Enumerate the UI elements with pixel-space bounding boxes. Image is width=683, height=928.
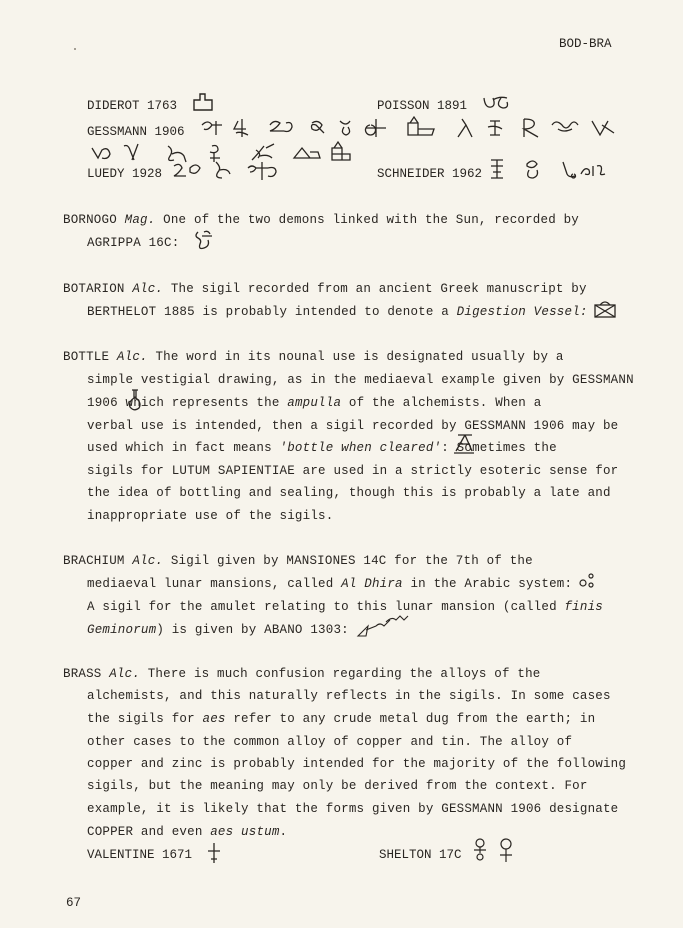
entry-brass-line-4 <box>87 734 572 750</box>
entry-bottle-line-2 <box>87 372 634 388</box>
bottle-headword: BOTTLE <box>63 350 110 364</box>
brass-text-4a: other cases to the common alloy of copper and tin. <box>87 735 473 749</box>
source-diderot: DIDEROT 1763 <box>87 99 178 113</box>
bornogo-headword: BORNOGO <box>63 213 117 227</box>
brachium-text-3a: A sigil for the amulet relating to this lunar mansion (called <box>87 600 565 614</box>
speck-mark <box>74 48 76 50</box>
botarion-text-1: The sigil recorded from an ancient Greek manuscript by <box>170 282 587 296</box>
bottle-text-3b: which represents the <box>125 396 288 410</box>
source-luedy: LUEDY 1928 <box>87 167 163 181</box>
source-gessmann: GESSMANN 1906 <box>87 125 185 139</box>
bottle-text-6: sigils for LUTUM SAPIENTIAE are used in a strictly esoteric sense for <box>87 464 619 478</box>
diderot-sigil <box>192 92 214 112</box>
entry-bornogo-line-2 <box>87 235 179 251</box>
bottle-text-5b: 'bottle when cleared' <box>279 441 442 455</box>
brass-text-8b: aes ustum <box>210 825 280 839</box>
entry-brass-line-2 <box>87 688 611 704</box>
botarion-text-2b: Digestion Vessel: <box>456 305 588 319</box>
entry-brass-line-8 <box>87 824 287 840</box>
botarion-headword: BOTARION <box>63 282 125 296</box>
bottle-text-5d: Sometimes the <box>456 441 557 455</box>
bornogo-tag: Mag. <box>124 213 156 227</box>
brass-text-1: There is much confusion regarding the alloys of the <box>147 667 541 681</box>
bottle-text-8: inappropriate use of the sigils. <box>87 509 334 523</box>
brass-headword: BRASS <box>63 667 102 681</box>
brass-text-2a: alchemists, and this naturally reflects in the sigils. <box>87 689 503 703</box>
brass-text-3c: refer to any crude metal dug from the earth; <box>225 712 573 726</box>
source-valentine: VALENTINE 1671 <box>87 848 193 862</box>
brass-text-7: example, it is likely that the forms given by GESSMANN 1906 designate <box>87 802 619 816</box>
bottle-text-4: verbal use is intended, then a sigil recorded by GESSMANN 1906 may be <box>87 419 619 433</box>
entry-botarion-line-2 <box>87 304 588 320</box>
entry-bottle-line-3 <box>87 395 541 411</box>
schneider-sigil-row <box>489 156 629 184</box>
lunar-mansion-sigil <box>579 570 595 590</box>
brass-text-3d: in <box>579 712 596 726</box>
brass-text-6: sigils, but the meaning may only be derived from the context. For <box>87 779 588 793</box>
luedy-sigil-row <box>172 158 284 182</box>
amulet-sigil <box>356 612 410 638</box>
entry-bottle-line-6 <box>87 463 618 479</box>
running-head: BOD-BRA <box>559 37 612 51</box>
brachium-text-4b: ) is given by ABANO 1303: <box>156 623 349 637</box>
source-schneider: SCHNEIDER 1962 <box>377 167 483 181</box>
poisson-sigil <box>481 92 511 114</box>
entry-brass-line-5 <box>87 756 626 772</box>
brass-text-4b: The alloy of <box>479 735 573 749</box>
brass-tag: Alc. <box>109 667 141 681</box>
shelton-sigil-row <box>472 836 522 864</box>
bottle-text-7: the idea of bottling and sealing, though this is probably a late and <box>87 486 611 500</box>
entry-brass-line-1 <box>63 666 541 682</box>
entry-brachium-line-3 <box>87 599 603 615</box>
brachium-text-4a: Geminorum <box>87 623 157 637</box>
brass-text-3b: aes <box>202 712 226 726</box>
entry-brass-line-3 <box>87 711 595 727</box>
botarion-sigil <box>592 299 618 319</box>
brass-text-2b: In some cases <box>510 689 611 703</box>
brachium-text-2c: in the Arabic system: <box>402 577 573 591</box>
entry-brachium-line-2 <box>87 576 572 592</box>
bottle-text-5c: : <box>441 441 449 455</box>
bottle-text-3e: When a <box>495 396 542 410</box>
entry-bornogo-line-1 <box>63 212 579 228</box>
brachium-tag: Alc. <box>132 554 164 568</box>
brachium-text-1: Sigil given by MANSIONES 14C for the 7th of the <box>170 554 533 568</box>
brachium-text-2a: mediaeval lunar mansions, called <box>87 577 342 591</box>
valentine-sigil <box>206 841 222 865</box>
entry-bottle-line-4 <box>87 418 618 434</box>
entry-brass-line-7 <box>87 801 618 817</box>
brachium-text-2b: Al Dhira <box>341 577 403 591</box>
entry-bottle-line-8 <box>87 508 333 524</box>
bornogo-text-1: One of the two demons linked with the Sun, recorded by <box>163 213 580 227</box>
brachium-text-3b: finis <box>564 600 603 614</box>
bottle-cleared-sigil <box>452 431 476 455</box>
ampulla-sigil <box>126 388 144 412</box>
bottle-text-5a: used which in fact means <box>87 441 280 455</box>
source-poisson: POISSON 1891 <box>377 99 468 113</box>
entry-bottle-line-5 <box>87 440 557 456</box>
entry-bottle-line-1 <box>63 349 564 365</box>
bottle-text-2: simple vestigial drawing, as in the mediaeval example given by GESSMANN <box>87 373 634 387</box>
brachium-headword: BRACHIUM <box>63 554 125 568</box>
botarion-text-2a: BERTHELOT 1885 is probably intended to denote a <box>87 305 457 319</box>
page-number: 67 <box>66 896 82 910</box>
entry-bottle-line-7 <box>87 485 611 501</box>
entry-brachium-line-4 <box>87 622 349 638</box>
bottle-text-3d: of the alchemists. <box>341 396 488 410</box>
bottle-tag: Alc. <box>116 350 148 364</box>
brass-text-8c: . <box>279 825 288 839</box>
bottle-text-3a: 1906 <box>87 396 118 410</box>
brass-text-5: copper and zinc is probably intended for the majority of the following <box>87 757 627 771</box>
botarion-tag: Alc. <box>132 282 164 296</box>
source-shelton: SHELTON 17C <box>379 848 462 862</box>
bornogo-sigil <box>192 228 216 252</box>
entry-brass-line-6 <box>87 778 588 794</box>
brass-text-8a: COPPER and even <box>87 825 211 839</box>
gessmann-sigil-row <box>200 115 620 141</box>
bottle-text-3c: ampulla <box>287 396 342 410</box>
bornogo-text-2: AGRIPPA 16C: <box>87 236 180 250</box>
entry-brachium-line-1 <box>63 553 533 569</box>
bottle-text-1: The word in its nounal use is designated usually by a <box>155 350 564 364</box>
brass-text-3a: the sigils for <box>87 712 203 726</box>
entry-botarion-line-1 <box>63 281 587 297</box>
